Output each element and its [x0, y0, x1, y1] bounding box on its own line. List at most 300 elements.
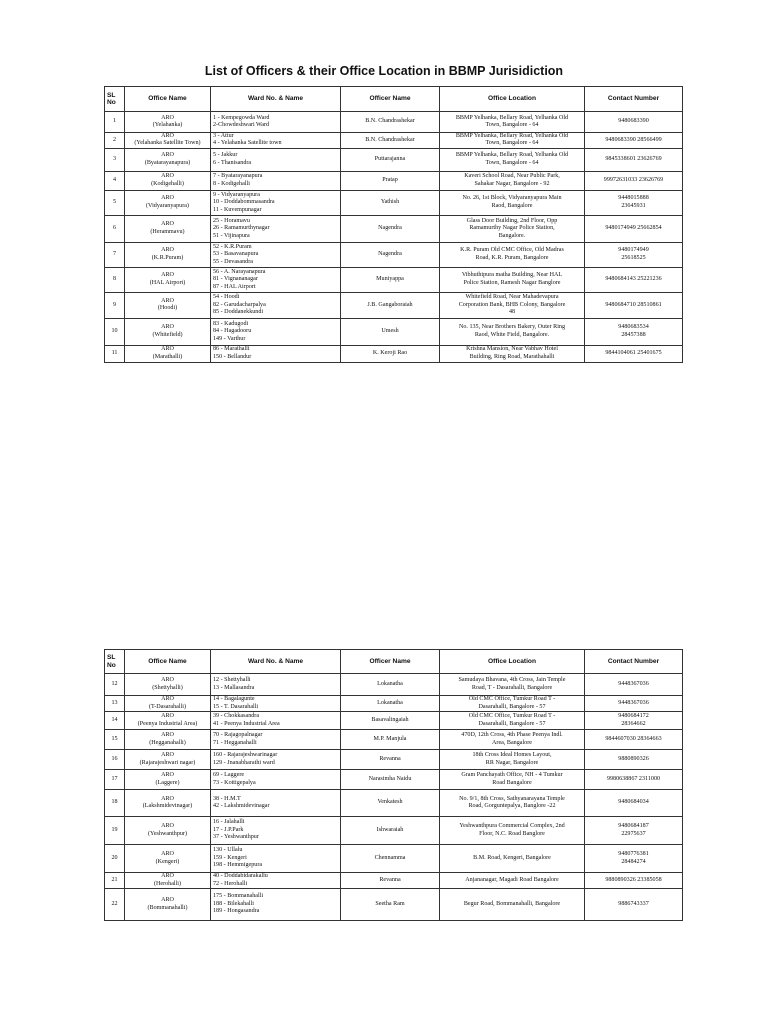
ward-cell-line: 85 - Doddanekkundi [213, 309, 264, 316]
office-location-cell-line: 18th Cross Ideal Homes Layout, [472, 752, 552, 759]
office-location-cell [440, 190, 585, 215]
office-name-cell-line: ARO [161, 195, 174, 202]
office-location-cell-line: 48 [508, 309, 516, 316]
ward-cell-line: 15 - T. Dasarahalli [213, 703, 259, 710]
contact-number-cell [585, 148, 683, 171]
office-name-cell [125, 712, 211, 730]
table-row [105, 171, 683, 190]
table-row [105, 770, 683, 790]
office-location-cell-line: Police Station, Ramesh Nagar Banglore [463, 279, 561, 286]
office-location-cell [440, 345, 585, 362]
header-office-location: Office Location [440, 650, 585, 674]
ward-cell-line: 73 - Kottigepalya [213, 779, 256, 786]
table-row [105, 750, 683, 770]
office-name-cell [125, 148, 211, 171]
contact-number-cell [585, 712, 683, 730]
contact-number-cell-line: 25618525 [621, 254, 646, 261]
sl-no-cell: 21 [105, 873, 125, 889]
office-location-cell-line: Raod, Bangalore [491, 202, 533, 209]
office-name-cell [125, 318, 211, 345]
office-location-cell [440, 770, 585, 790]
office-name-cell-line: ARO [161, 114, 174, 121]
contact-number-cell-line: 9480683390 28566499 [605, 136, 662, 143]
office-location-cell-line: Raod, White Field, Bangalore. [474, 331, 550, 338]
contact-number-cell [585, 674, 683, 696]
officer-name-cell: Yathish [341, 190, 440, 215]
officer-name-cell: Nagendra [341, 215, 440, 242]
ward-cell [211, 112, 341, 133]
sl-no-cell: 4 [105, 171, 125, 190]
contact-number-cell [585, 267, 683, 292]
ward-cell-line: 175 - Bommanahalli [213, 893, 264, 900]
office-location-cell-line: Dasarahalli, Bangalore - 57 [478, 720, 546, 727]
office-name-cell-line: ARO [161, 873, 174, 880]
office-name-cell-line: ARO [161, 897, 174, 904]
ward-cell-line: 2-Chowdeshwari Ward [213, 122, 270, 128]
contact-number-cell [585, 345, 683, 362]
sl-no-cell: 12 [105, 674, 125, 696]
ward-cell-line: 25 - Horamavu [213, 217, 250, 224]
sl-no-cell: 13 [105, 696, 125, 712]
table-row [105, 696, 683, 712]
officer-name-cell: M.P. Manjula [341, 730, 440, 750]
office-name-cell-line: ARO [161, 732, 174, 739]
ward-cell-line: 189 - Hongasandra [213, 908, 260, 915]
header-ward: Ward No. & Name [211, 87, 341, 112]
officer-name-cell: Narasimha Naidu [341, 770, 440, 790]
office-name-cell [125, 889, 211, 921]
office-name-cell [125, 790, 211, 817]
ward-cell [211, 318, 341, 345]
officer-name-cell: Chennamma [341, 845, 440, 873]
office-location-cell [440, 318, 585, 345]
sl-no-cell: 19 [105, 817, 125, 845]
sl-no-cell: 6 [105, 215, 125, 242]
office-name-cell-line: ARO [161, 346, 174, 353]
office-location-cell [440, 112, 585, 133]
office-name-cell [125, 770, 211, 790]
office-name-cell-line: (Rajarajeshwari nagar) [139, 759, 196, 766]
ward-cell [211, 133, 341, 149]
sl-no-cell: 16 [105, 750, 125, 770]
officer-name-cell: J.B. Gangaboraiah [341, 292, 440, 318]
office-name-cell-line: (K.R.Puram) [151, 254, 184, 261]
office-name-cell [125, 817, 211, 845]
office-location-cell [440, 696, 585, 712]
office-location-cell-line: No. 26, 1st Block, Vidyaranyapura Main [462, 195, 562, 202]
office-name-cell-line: ARO [161, 696, 174, 703]
ward-cell [211, 696, 341, 712]
contact-number-cell-line: 9480683390 [618, 118, 649, 125]
office-name-cell-line: (Kodigehalli) [151, 180, 184, 187]
office-name-cell-line: (Yelahanka Satellite Town) [134, 140, 201, 147]
table-row [105, 790, 683, 817]
office-location-cell-line: Sahakar Nagar, Bangalore - 92 [474, 180, 550, 187]
ward-cell-line: 69 - Laggere [213, 772, 245, 779]
office-name-cell [125, 267, 211, 292]
office-name-cell-line: (Hegganahalli) [149, 739, 186, 746]
ward-cell [211, 292, 341, 318]
ward-cell-line: 71 - Hegganahalli [213, 739, 257, 746]
office-name-cell-line: (HAL Airport) [149, 279, 186, 286]
office-location-cell-line: Samudaya Bhavana, 4th Cross, Jain Temple [458, 677, 566, 684]
ward-cell-line: 129 - Jnanabharathi ward [213, 759, 275, 766]
contact-number-cell [585, 845, 683, 873]
ward-cell-line: 159 - Kengeri [213, 854, 247, 861]
office-name-cell-line: ARO [161, 297, 174, 304]
sl-no-cell: 8 [105, 267, 125, 292]
ward-cell [211, 171, 341, 190]
contact-number-cell-line: 9480684172 [618, 713, 649, 720]
ward-cell-line: 72 - Herohalli [213, 880, 248, 887]
ward-cell [211, 148, 341, 171]
sl-no-cell: 14 [105, 712, 125, 730]
office-name-cell-line: (T-Dasarahalli) [149, 703, 186, 710]
office-name-cell-line: ARO [161, 823, 174, 830]
office-location-cell [440, 267, 585, 292]
office-name-cell [125, 190, 211, 215]
table-row [105, 889, 683, 921]
ward-cell-line: 87 - HAL Airport [213, 283, 256, 290]
office-location-cell-line: K.R. Puram Old CMC Office, Old Madras [460, 247, 564, 254]
contact-number-cell-line: 28457388 [621, 331, 646, 338]
ward-cell-line: 13 - Mallasandra [213, 684, 255, 691]
officer-name-cell: Revanna [341, 750, 440, 770]
contact-number-cell [585, 318, 683, 345]
office-location-cell [440, 873, 585, 889]
officer-name-cell: Pratap [341, 171, 440, 190]
contact-number-cell-line: 9480684187 [618, 823, 649, 830]
office-location-cell-line: Town, Bangalore - 64 [485, 140, 539, 147]
sl-no-cell: 9 [105, 292, 125, 318]
ward-cell [211, 345, 341, 362]
table-row [105, 730, 683, 750]
office-location-cell-line: Bangalore. [498, 232, 526, 239]
header-office-location: Office Location [440, 87, 585, 112]
ward-cell-line: 14 - Bagalagunte [213, 696, 255, 703]
office-location-cell [440, 674, 585, 696]
office-name-cell [125, 112, 211, 133]
contact-number-cell-line: 9480174949 [618, 247, 649, 254]
contact-number-cell [585, 133, 683, 149]
ward-cell [211, 817, 341, 845]
sl-no-cell: 3 [105, 148, 125, 171]
office-location-cell-line: Ramamurthy Nagar Police Station, [469, 225, 555, 232]
table-row [105, 845, 683, 873]
table-row [105, 318, 683, 345]
office-name-cell [125, 215, 211, 242]
ward-cell-line: 39 - Chokkasandra [213, 713, 260, 720]
header-office-name: Office Name [125, 650, 211, 674]
ward-cell [211, 873, 341, 889]
contact-number-cell [585, 889, 683, 921]
table-row [105, 817, 683, 845]
office-name-cell [125, 171, 211, 190]
ward-cell-line: 81 - Vignananagar [213, 276, 258, 283]
office-location-cell-line: Floor, N.C. Road Banglore [479, 830, 545, 837]
office-location-cell-line: Gram Panchayath Office, NH - 4 Tumkur [461, 772, 563, 779]
ward-cell-line: 54 - Hoodi [213, 294, 240, 301]
office-name-cell-line: (Herammavu) [150, 228, 185, 235]
ward-cell-line: 1 - Kempegowda Ward [213, 114, 270, 121]
table-row [105, 267, 683, 292]
table-row [105, 215, 683, 242]
office-location-cell [440, 817, 585, 845]
contact-number-cell [585, 790, 683, 817]
contact-number-cell [585, 696, 683, 712]
office-name-cell-line: ARO [161, 752, 174, 759]
contact-number-cell-line: 9480174949 25662854 [605, 225, 662, 232]
office-location-cell-line: No. 9/1, 8th Cross, Sathyanarayana Temple [459, 795, 565, 802]
office-name-cell-line: (Whitefield) [152, 331, 183, 338]
sl-no-cell: 2 [105, 133, 125, 149]
office-name-cell-line: (Lakshmidevinagar) [142, 803, 193, 809]
header-contact-number: Contact Number [585, 87, 683, 112]
office-name-cell [125, 730, 211, 750]
office-location-cell [440, 712, 585, 730]
office-name-cell-line: (Herohalli) [153, 880, 182, 887]
table-header-row [105, 87, 683, 112]
office-name-cell-line: (Vidyaranyapura) [146, 202, 189, 209]
table-row [105, 873, 683, 889]
table-row [105, 242, 683, 267]
sl-no-cell: 7 [105, 242, 125, 267]
officer-name-cell: K. Keroji Rao [341, 345, 440, 362]
office-name-cell-line: ARO [161, 324, 174, 331]
ward-cell-line: 86 - Marathalli [213, 346, 250, 353]
ward-cell-line: 17 - J.P.Park [213, 826, 244, 833]
office-name-cell-line: ARO [161, 795, 174, 802]
contact-number-cell-line: 28484274 [621, 858, 646, 865]
ward-cell-line: 38 - H.M.T [213, 795, 241, 802]
office-location-cell-line: RR Nagar, Bangalore [485, 759, 539, 766]
office-location-cell-line: Corporation Bank, BHB Colony, Bangalore [458, 301, 566, 308]
officer-name-cell: Muniyappa [341, 267, 440, 292]
officer-name-cell: Umesh [341, 318, 440, 345]
table-row [105, 712, 683, 730]
contact-number-cell [585, 873, 683, 889]
ward-cell-line: 188 - Bilekahalli [213, 900, 254, 907]
office-location-cell [440, 215, 585, 242]
officer-name-cell: Lokanatha [341, 696, 440, 712]
sl-no-cell: 5 [105, 190, 125, 215]
office-name-cell-line: ARO [161, 272, 174, 279]
office-name-cell [125, 345, 211, 362]
ward-cell [211, 190, 341, 215]
sl-no-cell: 17 [105, 770, 125, 790]
office-name-cell-line: (Kengeri) [155, 858, 180, 865]
contact-number-cell-line: 9448015888 [618, 195, 649, 202]
contact-number-cell-line: 9845338601 23626769 [605, 156, 662, 163]
ward-cell-line: 160 - Rajarajeshwarinagar [213, 752, 278, 759]
ward-cell [211, 730, 341, 750]
ward-cell-line: 53 - Basavanapura [213, 251, 259, 258]
ward-cell-line: 82 - Garudacharpalya [213, 301, 266, 308]
contact-number-cell-line: 22975637 [621, 830, 646, 837]
contact-number-cell-line: 9980638867 2311000 [606, 775, 661, 782]
ward-cell [211, 712, 341, 730]
office-location-cell-line: Town, Bangalore - 64 [485, 159, 539, 166]
contact-number-cell-line: 9880890326 23385058 [605, 876, 662, 883]
contact-number-cell [585, 171, 683, 190]
office-location-cell [440, 790, 585, 817]
ward-cell-line: 12 - Shettyhalli [213, 677, 251, 684]
office-name-cell-line: ARO [161, 247, 174, 254]
header-office-name: Office Name [125, 87, 211, 112]
office-name-cell-line: (Yeshwanthpur) [148, 830, 187, 837]
ward-cell-line: 16 - Jalahalli [213, 819, 245, 826]
contact-number-cell [585, 242, 683, 267]
contact-number-cell-line: 9844607030 28364663 [605, 735, 662, 742]
office-location-cell [440, 889, 585, 921]
office-location-cell [440, 133, 585, 149]
contact-number-cell-line: 9480776381 [618, 851, 649, 858]
ward-cell-line: 3 - Attur [213, 133, 234, 139]
office-location-cell-line: Whitefield Road, Near Mahadevapura [465, 294, 559, 301]
office-location-cell-line: BBMP Yelhanka, Bellary Road, Yelhanka Old [455, 133, 569, 139]
ward-cell [211, 267, 341, 292]
sl-no-cell: 20 [105, 845, 125, 873]
contact-number-cell [585, 770, 683, 790]
ward-cell-line: 40 - Doddabidarakallu [213, 873, 268, 880]
office-location-cell-line: Krishna Mansion, Near Vabhav Hotel [466, 346, 558, 353]
ward-cell-line: 10 - Doddabommasandra [213, 199, 275, 206]
office-name-cell-line: (Laggere) [155, 779, 180, 786]
officer-name-cell: B.N. Chandrashekar [341, 133, 440, 149]
ward-cell-line: 70 - Rajagopalnagar [213, 732, 263, 739]
sl-no-cell: 1 [105, 112, 125, 133]
ward-cell-line: 7 - Byatarayanapura [213, 173, 263, 180]
officer-name-cell: Ishwaraiah [341, 817, 440, 845]
ward-cell [211, 674, 341, 696]
office-name-cell [125, 242, 211, 267]
office-name-cell-line: (Bommanahalli) [147, 904, 188, 911]
ward-cell [211, 215, 341, 242]
office-location-cell-line: Road, K.R. Puram, Bangalore [475, 254, 549, 261]
contact-number-cell [585, 112, 683, 133]
office-location-cell-line: No. 135, Near Brothers Bakery, Outer Ring [458, 324, 566, 331]
officers-table-1 [104, 86, 683, 363]
office-location-cell-line: Kaveri School Road, Near Public Park, [464, 173, 560, 180]
ward-cell-line: 6 - Thanisandra [213, 159, 252, 166]
office-name-cell-line: ARO [161, 772, 174, 779]
sl-no-cell: 22 [105, 889, 125, 921]
office-location-cell-line: Road, Gorguntepalya, Banglore -22 [468, 803, 556, 809]
office-location-cell-line: B.M. Road, Kengeri, Bangalore [473, 854, 551, 861]
table-row [105, 345, 683, 362]
header-officer-name: Officer Name [341, 650, 440, 674]
office-name-cell-line: (Hoodi) [157, 305, 178, 312]
ward-cell-line: 130 - Ullalu [213, 847, 243, 854]
office-name-cell [125, 674, 211, 696]
contact-number-cell-line: 9844104061 25401675 [605, 350, 662, 357]
office-location-cell [440, 730, 585, 750]
office-name-cell-line: (Yelahanka) [152, 122, 183, 128]
ward-cell-line: 52 - K.R.Puram [213, 243, 252, 250]
office-location-cell-line: Yeshwanthpura Commercial Complex, 2nd [459, 823, 565, 830]
officer-name-cell: Venkatesh [341, 790, 440, 817]
ward-cell [211, 889, 341, 921]
header-contact-number: Contact Number [585, 650, 683, 674]
table-row [105, 292, 683, 318]
office-location-cell-line: Road Bangalore [492, 779, 532, 786]
office-name-cell-line: (Marathalli) [152, 353, 183, 360]
sl-no-cell: 10 [105, 318, 125, 345]
table-row [105, 190, 683, 215]
header-ward: Ward No. & Name [211, 650, 341, 674]
contact-number-cell-line: 23645931 [621, 202, 646, 209]
ward-cell-line: 42 - Lakshmidevinagar [213, 803, 270, 809]
officers-table-2 [104, 649, 683, 921]
contact-number-cell-line: 9448367036 [618, 680, 649, 687]
ward-cell [211, 845, 341, 873]
ward-cell-line: 149 - Varthur [213, 335, 246, 342]
contact-number-cell-line: 9480684034 [618, 799, 649, 806]
page-title: List of Officers & their Office Location in BBMP Jurisidiction [204, 64, 564, 78]
office-name-cell-line: ARO [161, 152, 174, 159]
office-location-cell-line: Building, Ring Road, Marathahalli [469, 353, 555, 360]
contact-number-cell-line: 9480684710 28510861 [605, 301, 662, 308]
ward-cell-line: 9 - Vidyaranyapura [213, 191, 260, 198]
office-name-cell-line: (Peenya Industrial Area) [137, 720, 198, 727]
ward-cell-line: 37 - Yeshwanthpur [213, 834, 259, 841]
office-location-cell-line: Town, Bangalore - 64 [485, 122, 539, 128]
header-sl-no: SL No [105, 87, 125, 112]
header-officer-name: Officer Name [341, 87, 440, 112]
contact-number-cell-line: 28364662 [621, 720, 646, 727]
office-name-cell-line: (Shettyhalli) [152, 684, 183, 691]
office-name-cell [125, 873, 211, 889]
table-header-row [105, 650, 683, 674]
ward-cell-line: 26 - Ramamurthynagar [213, 225, 270, 232]
office-location-cell-line: Old CMC Office, Tumkur Road T - [468, 713, 556, 720]
office-location-cell-line: Road, T - Dasarahalli, Bangalore [471, 684, 553, 691]
ward-cell-line: 8 - Kodigehalli [213, 180, 250, 187]
officer-name-cell: Seetha Ram [341, 889, 440, 921]
officer-name-cell: Puttarajanna [341, 148, 440, 171]
ward-cell-line: 84 - Hagadooru [213, 328, 252, 335]
office-location-cell [440, 171, 585, 190]
contact-number-cell-line: 99972631033 23626769 [603, 177, 664, 184]
officer-name-cell: Lokanatha [341, 674, 440, 696]
ward-cell-line: 56 - A. Narayanapura [213, 268, 266, 275]
header-sl-no: SL No [105, 650, 125, 674]
contact-number-cell [585, 750, 683, 770]
contact-number-cell-line: 9886743337 [618, 900, 649, 907]
office-name-cell [125, 750, 211, 770]
office-location-cell-line: Glass Door Building, 2nd Floor, Opp [466, 217, 558, 224]
office-location-cell-line: BBMP Yelhanka, Bellary Road, Yelhanka Old [455, 152, 569, 159]
ward-cell-line: 11 - Kuvempunagar [213, 206, 262, 213]
office-location-cell-line: 470D, 12th Cross, 4th Phase Peenya Indl. [461, 732, 563, 739]
contact-number-cell [585, 730, 683, 750]
contact-number-cell [585, 190, 683, 215]
office-name-cell-line: ARO [161, 173, 174, 180]
contact-number-cell [585, 215, 683, 242]
ward-cell-line: 4 - Yelahanka Satellite town [213, 140, 282, 147]
sl-no-cell: 18 [105, 790, 125, 817]
table-row [105, 148, 683, 171]
office-name-cell-line: ARO [161, 713, 174, 720]
office-location-cell [440, 292, 585, 318]
ward-cell [211, 770, 341, 790]
office-name-cell-line: (Byatarayanapura) [144, 159, 191, 166]
table-row [105, 133, 683, 149]
office-location-cell [440, 148, 585, 171]
sl-no-cell: 15 [105, 730, 125, 750]
ward-cell-line: 150 - Bellandur [213, 353, 252, 360]
table-row [105, 674, 683, 696]
